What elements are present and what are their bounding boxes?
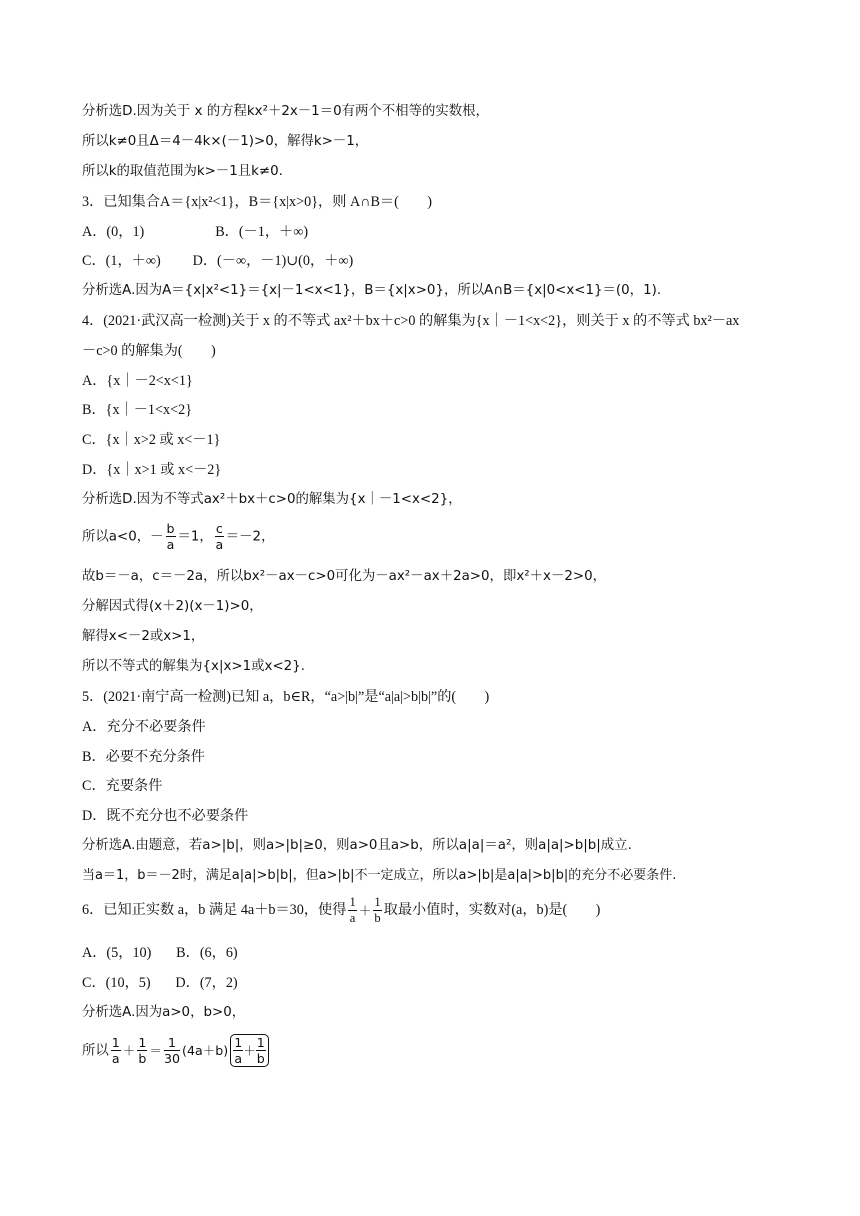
answer-4-line-4: 分解因式得(x＋2)(x－1)>0， <box>82 599 263 614</box>
question-6-end: 取最小值时，实数对(a，b)是( ) <box>383 901 601 918</box>
fraction-denominator: b <box>256 1051 265 1066</box>
answer-6-mid: (4a＋b) <box>182 1042 229 1058</box>
question-4-line-1: 4．(2021·武汉高一检测)关于 x 的不等式 ax²＋bx＋c>0 的解集为{x｜－1<x<2}，则关于 x 的不等式 bx²－ax <box>82 313 740 329</box>
bracket-plus: ＋ <box>243 1042 256 1058</box>
fraction-numerator: 1 <box>374 895 381 909</box>
question-5-option-d: D．既不充分也不必要条件 <box>82 808 249 824</box>
fraction-1-over-b <box>373 895 381 926</box>
fraction-1-over-a <box>111 1035 121 1066</box>
bracket-expression <box>230 1034 269 1067</box>
answer-5-line-2: 当a＝1，b＝－2时，满足a|a|>b|b|，但a>|b|不一定成立，所以a>|b|是a|a|>b|b|的充分不必要条件. <box>82 868 677 883</box>
question-4-option-b: B．{x｜－1<x<2} <box>82 402 193 418</box>
answer-4-line-2-mid: ＝1， <box>177 529 213 545</box>
fraction-numerator: 1 <box>349 895 356 909</box>
answer-6-line-1: 分析选A.因为a>0，b>0， <box>82 1005 246 1020</box>
question-6-options-ab: A．(5，10) B．(6，6) <box>82 945 238 961</box>
question-4-option-d: D．{x｜x>1 或 x<－2} <box>82 462 222 478</box>
answer-4-line-2-prefix: 所以a<0，－ <box>82 529 164 545</box>
answer-3: 分析选A.因为A＝{x|x²<1}＝{x|－1<x<1}，B＝{x|x>0}，所以A∩B＝{x|0<x<1}＝(0，1). <box>82 283 662 298</box>
answer-6-line-2-prefix: 所以 <box>82 1043 109 1059</box>
answer-4-line-6: 所以不等式的解集为{x|x>1或x<2}. <box>82 659 305 674</box>
answer-6-plus: ＋ <box>122 1042 136 1058</box>
fraction-denominator: a <box>234 1051 243 1066</box>
question-3-options-ab: A．(0，1) B．(－1，＋∞) <box>82 224 309 240</box>
fraction-numerator: 1 <box>164 1035 180 1051</box>
question-3: 3．已知集合A＝{x|x²<1}，B＝{x|x>0}，则 A∩B＝( ) <box>82 194 432 210</box>
answer-4-line-2-end: ＝－2， <box>225 529 275 545</box>
question-4-option-c: C．{x｜x>2 或 x<－1} <box>82 432 221 448</box>
fraction-denominator: 30 <box>164 1051 181 1066</box>
fraction-denominator: a <box>215 537 224 552</box>
fraction-1-over-30 <box>164 1035 180 1066</box>
fraction-1-over-a <box>348 895 356 926</box>
answer-4-line-5: 解得x<－2或x>1， <box>82 629 205 644</box>
fraction-denominator: b <box>138 1051 147 1066</box>
answer-4-line-3: 故b＝－a，c＝－2a，所以bx²－ax－c>0可化为－ax²－ax＋2a>0，即x²＋x－2>0， <box>82 569 606 584</box>
fraction-b-over-a <box>166 521 176 552</box>
answer-4-line-1: 分析选D.因为不等式ax²＋bx＋c>0的解集为{x｜－1<x<2}， <box>82 492 462 507</box>
question-6-plus: ＋ <box>358 903 372 918</box>
fraction-1-over-b <box>137 1035 147 1066</box>
answer-4-line-2 <box>82 521 274 552</box>
fraction-numerator: 1 <box>256 1035 265 1050</box>
fraction-numerator: 1 <box>111 1035 120 1050</box>
answer-2-line-1: 分析选D.因为关于 x 的方程kx²＋2x－1＝0有两个不相等的实数根， <box>82 104 489 119</box>
fraction-numerator: 1 <box>234 1035 243 1050</box>
question-5-option-a: A．充分不必要条件 <box>82 719 206 735</box>
answer-2-line-3: 所以k的取值范围为k>－1且k≠0. <box>82 164 283 179</box>
answer-6-equals: ＝ <box>149 1042 162 1058</box>
answer-5-line-1: 分析选A.由题意，若a>|b|，则a>|b|≥0，则a>0且a>b，所以a|a|＝a²，则a|a|>b|b|成立. <box>82 838 632 853</box>
question-5: 5．(2021·南宁高一检测)已知 a，b∈R，“a>|b|”是“a|a|>b|b|”的( ) <box>82 689 490 705</box>
fraction-1-over-b <box>256 1035 266 1066</box>
fraction-c-over-a <box>215 521 224 552</box>
fraction-numerator: b <box>166 521 175 536</box>
question-6 <box>82 895 600 926</box>
fraction-denominator: a <box>111 1051 120 1066</box>
fraction-numerator: 1 <box>138 1035 147 1050</box>
fraction-denominator: b <box>374 911 381 925</box>
question-5-option-b: B．必要不充分条件 <box>82 749 205 765</box>
fraction-1-over-a <box>233 1035 243 1066</box>
question-6-prefix: 6．已知正实数 a，b 满足 4a＋b＝30，使得 <box>82 901 347 918</box>
answer-2-line-2: 所以k≠0且Δ＝4－4k×(－1)>0，解得k>－1， <box>82 134 369 149</box>
question-5-option-c: C．充要条件 <box>82 778 163 794</box>
fraction-denominator: a <box>166 537 175 552</box>
fraction-numerator: c <box>215 521 223 536</box>
fraction-denominator: a <box>349 911 356 925</box>
question-6-options-cd: C．(10，5) D．(7，2) <box>82 975 238 991</box>
question-4-line-2: －c>0 的解集为( ) <box>82 343 216 359</box>
question-4-option-a: A．{x｜－2<x<1} <box>82 373 193 389</box>
answer-6-line-2 <box>82 1034 269 1067</box>
question-3-options-cd: C．(1，＋∞) D．(－∞，－1)∪(0，＋∞) <box>82 253 354 269</box>
